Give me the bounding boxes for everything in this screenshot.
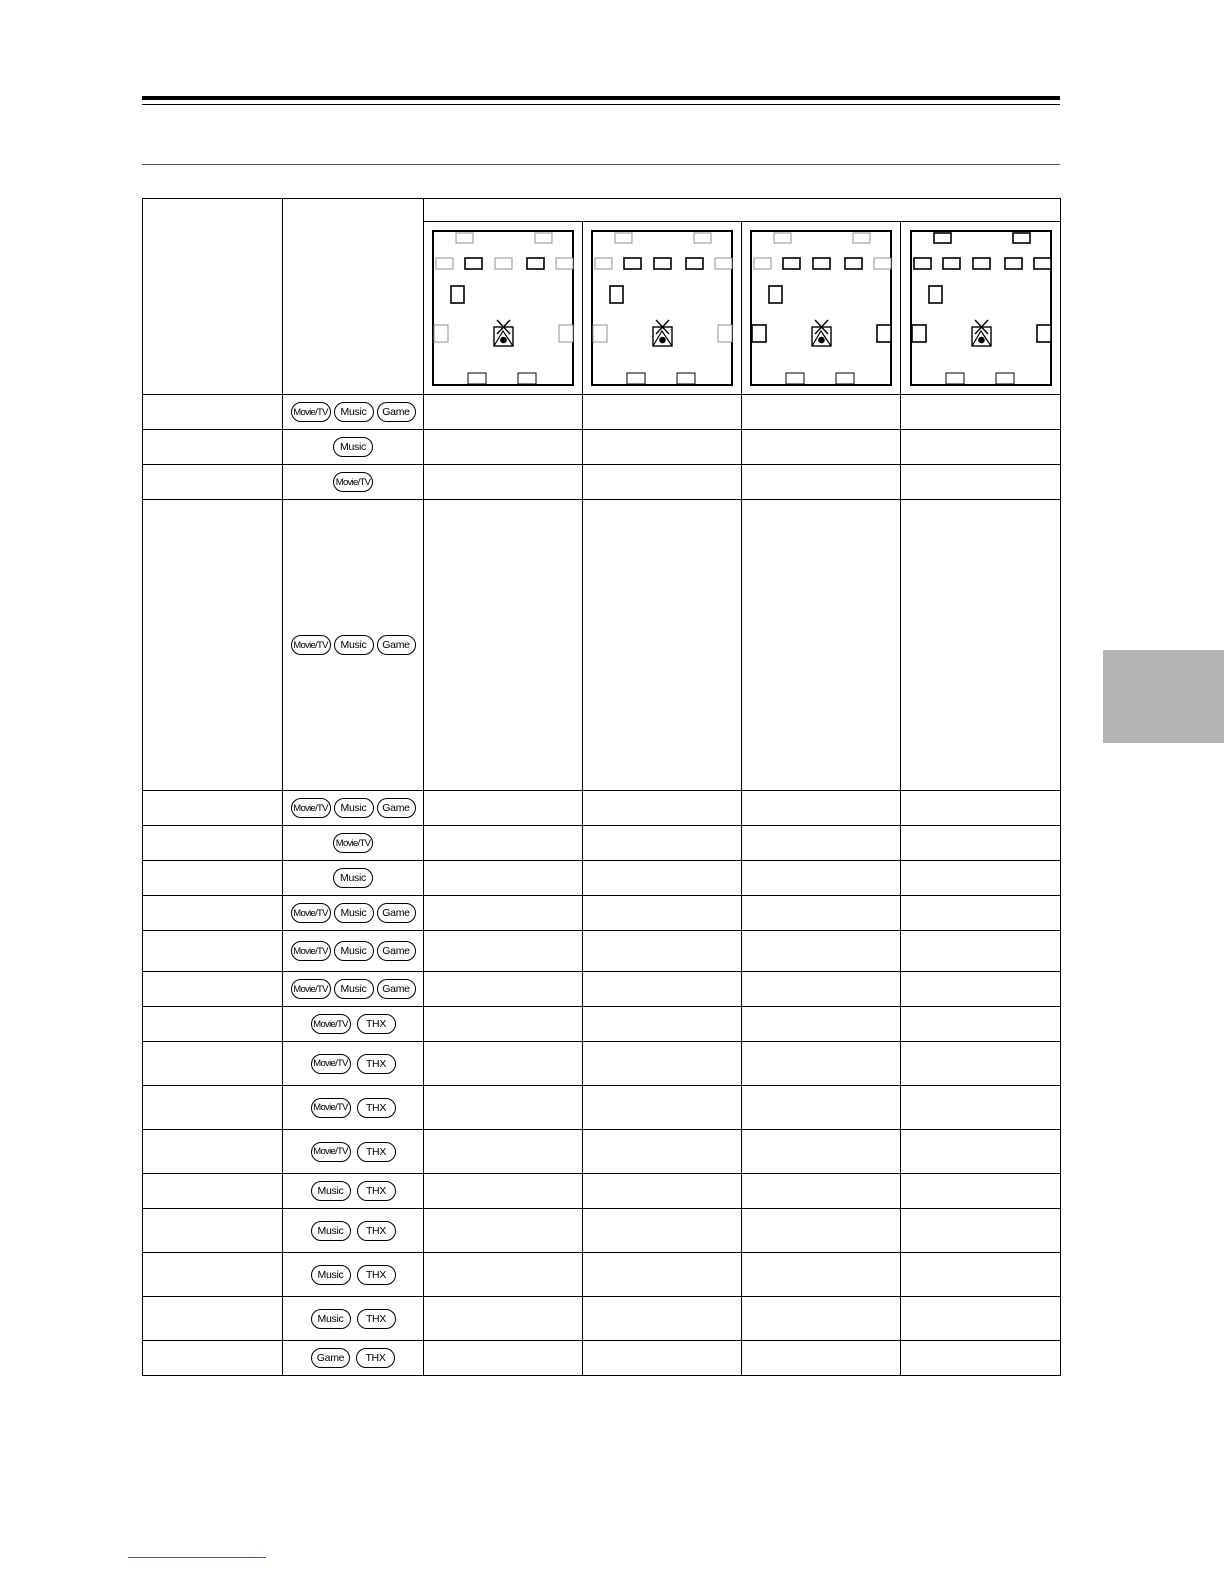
mode-name-cell [143,1209,283,1253]
speaker-layout-diagram-2 [591,230,733,386]
thx-button[interactable]: THX [357,1221,396,1241]
table-row [143,1341,1061,1376]
front-speaker [715,258,732,269]
movie-tv-button[interactable]: Movie/TV [333,472,373,492]
listening-mode-table [142,198,1061,1376]
input-buttons-cell [283,1174,424,1209]
speaker-config-cell [742,972,901,1007]
speaker-config-cell [583,826,742,861]
table-row [143,896,1061,931]
speaker-config-cell [583,1086,742,1130]
mode-name-cell [143,1086,283,1130]
speaker-config-cell [901,1341,1061,1376]
music-button[interactable]: Music [334,635,374,655]
rear-speaker [627,373,645,384]
speaker-config-cell [742,1253,901,1297]
speaker-config-cell [901,1130,1061,1174]
front-speaker [495,258,512,269]
input-buttons-cell [283,500,424,791]
mode-name-cell [143,1007,283,1042]
table-row [143,972,1061,1007]
table-row [143,1130,1061,1174]
front-speaker [436,258,453,269]
chapter-side-tab [1103,650,1224,743]
input-buttons-cell [283,1007,424,1042]
footer-link-underline [128,1557,266,1558]
side-speaker-right [1037,325,1051,342]
music-button[interactable]: Music [334,402,374,422]
side-speaker-left [434,325,448,342]
subwoofer [929,286,942,303]
speaker-config-cell [424,1130,583,1174]
speaker-config-cell [742,861,901,896]
speaker-config-cell [583,896,742,931]
speaker-config-cell [424,1042,583,1086]
speaker-config-cell [742,500,901,791]
music-button[interactable]: Music [334,798,374,818]
speaker-config-cell [901,972,1061,1007]
room-outline [433,231,573,385]
subwoofer [451,286,464,303]
movie-tv-button[interactable]: Movie/TV [291,979,331,999]
speaker-config-cell [901,465,1061,500]
thx-button[interactable]: THX [357,1181,396,1201]
front-speaker [1034,258,1051,269]
speaker-config-cell [901,395,1061,430]
room-outline [751,231,891,385]
input-buttons-cell [283,1341,424,1376]
top-speaker [853,233,870,243]
movie-tv-button[interactable]: Movie/TV [291,635,331,655]
input-buttons-cell [283,1086,424,1130]
speaker-config-cell [742,1174,901,1209]
speaker-config-cell [583,1253,742,1297]
subwoofer [769,286,782,303]
speaker-config-cell [424,1297,583,1341]
side-speaker-right [559,325,573,342]
movie-tv-button[interactable]: Movie/TV [311,1014,351,1034]
speaker-config-cell [901,500,1061,791]
mode-name-cell [143,1130,283,1174]
input-column-header [283,199,424,395]
input-buttons-cell [283,1297,424,1341]
section-rule [142,164,1060,165]
front-speaker [874,258,891,269]
game-button[interactable]: Game [377,635,416,655]
thx-button[interactable]: THX [357,1014,396,1034]
top-speaker [774,233,791,243]
speaker-config-cell [901,430,1061,465]
top-speaker [934,233,951,243]
speaker-config-cell [742,430,901,465]
top-speaker [456,233,473,243]
front-speaker [754,258,771,269]
speaker-config-cell [901,1253,1061,1297]
movie-tv-button[interactable]: Movie/TV [291,402,331,422]
header-rule-thick [142,96,1060,100]
speaker-config-cell [424,1086,583,1130]
movie-tv-button[interactable]: Movie/TV [311,1054,351,1074]
speaker-config-cell [424,826,583,861]
mode-name-cell [143,500,283,791]
table-row [143,1174,1061,1209]
table-row [143,1007,1061,1042]
mode-column-header [143,199,283,395]
input-buttons-cell [283,826,424,861]
speaker-config-cell [583,1130,742,1174]
input-buttons-cell [283,1130,424,1174]
input-buttons-cell [283,896,424,931]
speaker-config-cell [742,791,901,826]
input-buttons-cell [283,1209,424,1253]
speaker-config-cell [424,931,583,972]
thx-button[interactable]: THX [357,1098,396,1118]
mode-name-cell [143,1253,283,1297]
speaker-config-cell [901,1209,1061,1253]
speaker-config-cell [901,1042,1061,1086]
speaker-config-cell [742,896,901,931]
mode-name-cell [143,826,283,861]
music-button[interactable]: Music [311,1181,351,1201]
input-buttons-cell [283,1253,424,1297]
front-speaker [914,258,931,269]
music-button[interactable]: Music [334,979,374,999]
speaker-config-cell [424,896,583,931]
game-button[interactable]: Game [377,798,416,818]
front-speaker [654,258,671,269]
game-button[interactable]: Game [377,402,416,422]
movie-tv-button[interactable]: Movie/TV [311,1142,351,1162]
game-button[interactable]: Game [377,979,416,999]
speaker-layout-diagram-3 [750,230,892,386]
speaker-config-cell [742,465,901,500]
front-speaker [527,258,544,269]
input-buttons-cell [283,931,424,972]
rear-speaker [996,373,1014,384]
movie-tv-button[interactable]: Movie/TV [291,941,331,961]
rear-speaker [786,373,804,384]
side-speaker-right [718,325,732,342]
speaker-config-cell [424,430,583,465]
rear-speaker [946,373,964,384]
mode-name-cell [143,1297,283,1341]
top-speaker [694,233,711,243]
thx-button[interactable]: THX [357,1265,396,1285]
speaker-config-cell [901,791,1061,826]
movie-tv-button[interactable]: Movie/TV [333,833,373,853]
speaker-config-cell [583,972,742,1007]
side-speaker-left [912,325,926,342]
front-speaker [943,258,960,269]
thx-button[interactable]: THX [357,1142,396,1162]
speaker-config-cell [424,500,583,791]
speaker-config-cell [583,1007,742,1042]
table-row [143,465,1061,500]
thx-button[interactable]: THX [356,1348,395,1368]
front-speaker [595,258,612,269]
top-speaker [535,233,552,243]
speaker-config-cell [424,972,583,1007]
speaker-config-cell [742,1297,901,1341]
speaker-config-cell [901,1086,1061,1130]
speaker-config-cell [742,1341,901,1376]
game-button[interactable]: Game [377,941,416,961]
speaker-layout-header [424,199,1061,222]
speaker-layout-cell [583,222,742,395]
speaker-config-cell [583,861,742,896]
speaker-config-cell [583,1174,742,1209]
table-row [143,1253,1061,1297]
mode-name-cell [143,931,283,972]
top-speaker [615,233,632,243]
speaker-config-cell [583,500,742,791]
input-buttons-cell [283,972,424,1007]
speaker-config-cell [583,395,742,430]
table-row [143,826,1061,861]
side-speaker-left [752,325,766,342]
speaker-config-cell [742,1042,901,1086]
speaker-config-cell [742,826,901,861]
input-buttons-cell [283,465,424,500]
speaker-layout-cell [742,222,901,395]
table-row [143,1297,1061,1341]
table-row [143,1086,1061,1130]
speaker-config-cell [901,931,1061,972]
mode-name-cell [143,1341,283,1376]
music-button[interactable]: Music [311,1309,351,1329]
mode-name-cell [143,1042,283,1086]
input-buttons-cell [283,430,424,465]
speaker-config-cell [424,1174,583,1209]
front-speaker [973,258,990,269]
speaker-layout-cell [901,222,1061,395]
speaker-config-cell [583,430,742,465]
movie-tv-button[interactable]: Movie/TV [311,1098,351,1118]
room-outline [911,231,1051,385]
speaker-config-cell [424,861,583,896]
music-button[interactable]: Music [334,903,374,923]
music-button[interactable]: Music [311,1265,351,1285]
front-speaker [556,258,573,269]
input-buttons-cell [283,791,424,826]
music-button[interactable]: Music [333,437,373,457]
speaker-config-cell [742,1130,901,1174]
game-button[interactable]: Game [377,903,416,923]
speaker-config-cell [583,1297,742,1341]
front-speaker [783,258,800,269]
rear-speaker [677,373,695,384]
speaker-config-cell [424,465,583,500]
rear-speaker [468,373,486,384]
speaker-config-cell [583,1042,742,1086]
rear-speaker [836,373,854,384]
table-row [143,395,1061,430]
speaker-config-cell [424,791,583,826]
table-row [143,791,1061,826]
mode-name-cell [143,972,283,1007]
speaker-config-cell [901,861,1061,896]
music-button[interactable]: Music [334,941,374,961]
speaker-layout-diagram-1 [432,230,574,386]
table-row [143,430,1061,465]
top-speaker [1013,233,1030,243]
speaker-config-cell [424,1007,583,1042]
room-outline [592,231,732,385]
speaker-config-cell [901,1297,1061,1341]
mode-name-cell [143,791,283,826]
mode-name-cell [143,465,283,500]
front-speaker [465,258,482,269]
thx-button[interactable]: THX [357,1309,396,1329]
mode-name-cell [143,430,283,465]
game-button[interactable]: Game [311,1348,350,1368]
speaker-config-cell [583,931,742,972]
speaker-config-cell [424,1209,583,1253]
front-speaker [686,258,703,269]
speaker-config-cell [424,1253,583,1297]
table-row [143,861,1061,896]
speaker-config-cell [583,465,742,500]
speaker-config-cell [742,395,901,430]
front-speaker [845,258,862,269]
speaker-config-cell [583,1209,742,1253]
input-buttons-cell [283,1042,424,1086]
front-speaker [813,258,830,269]
table-row [143,1209,1061,1253]
table-row [143,931,1061,972]
mode-name-cell [143,395,283,430]
speaker-config-cell [742,931,901,972]
speaker-config-cell [583,791,742,826]
rear-speaker [518,373,536,384]
thx-button[interactable]: THX [357,1054,396,1074]
mode-name-cell [143,896,283,931]
speaker-config-cell [424,395,583,430]
music-button[interactable]: Music [333,868,373,888]
side-speaker-right [877,325,891,342]
subwoofer [610,286,623,303]
speaker-config-cell [901,896,1061,931]
speaker-config-cell [901,1174,1061,1209]
movie-tv-button[interactable]: Movie/TV [291,903,331,923]
header-rule-thin [142,104,1060,105]
table-row [143,1042,1061,1086]
speaker-config-cell [742,1086,901,1130]
speaker-layout-cell [424,222,583,395]
mode-name-cell [143,861,283,896]
speaker-config-cell [901,1007,1061,1042]
movie-tv-button[interactable]: Movie/TV [291,798,331,818]
front-speaker [624,258,641,269]
input-buttons-cell [283,395,424,430]
table-row [143,500,1061,791]
mode-name-cell [143,1174,283,1209]
front-speaker [1005,258,1022,269]
side-speaker-left [593,325,607,342]
speaker-layout-diagram-4 [910,230,1052,386]
speaker-config-cell [742,1209,901,1253]
speaker-config-cell [424,1341,583,1376]
speaker-config-cell [901,826,1061,861]
speaker-config-cell [742,1007,901,1042]
music-button[interactable]: Music [311,1221,351,1241]
speaker-config-cell [583,1341,742,1376]
input-buttons-cell [283,861,424,896]
